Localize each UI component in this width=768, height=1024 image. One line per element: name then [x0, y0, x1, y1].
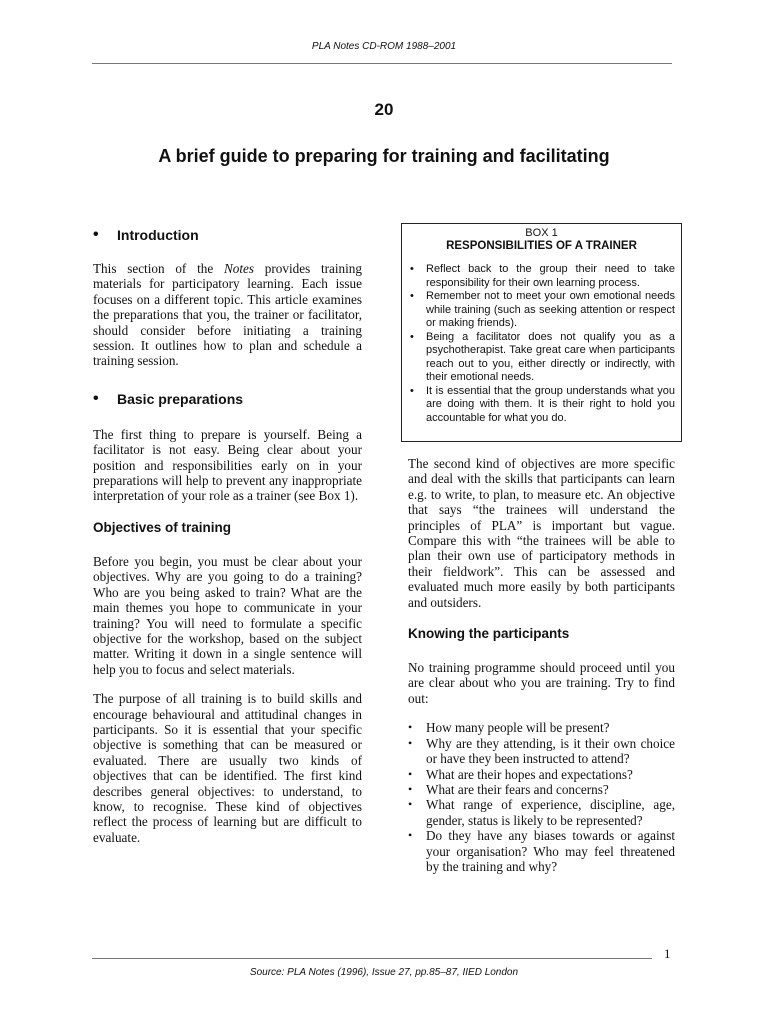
section-heading-introduction	[93, 226, 362, 244]
bullet-icon: •	[408, 781, 413, 796]
bullet-icon: •	[410, 384, 414, 397]
box-item-text: Being a facilitator does not qualify you as a psychotherapist. Take great care when participants reach out to you, either directly or indirectly, with their emotional needs.	[426, 330, 675, 383]
header-rule	[92, 63, 672, 64]
left-column	[93, 226, 362, 845]
box-item-text: Remember not to meet your own emotional needs while training (such as seeking attention or respect or making friends).	[426, 290, 675, 329]
box-responsibilities-of-trainer	[401, 223, 682, 442]
introduction-paragraph	[93, 261, 362, 369]
bullet-icon: •	[410, 330, 414, 343]
question-text: How many people will be present?	[426, 720, 610, 736]
list-item	[408, 767, 675, 782]
bullet-icon: •	[93, 226, 99, 243]
bullet-icon: •	[93, 389, 99, 407]
intro-text-end: provides training materials for participatory learning. Each issue focuses on a different topic. This article examines the preparations that you, the trainer or facilitator, should consider before initiating a training session. It outlines how to plan and schedule a training session.	[93, 261, 362, 369]
box-list-item	[408, 290, 675, 331]
box-list-item	[408, 263, 675, 290]
right-column	[408, 456, 675, 874]
list-item	[408, 782, 675, 797]
bullet-icon: •	[408, 720, 413, 735]
heading-text: Introduction	[117, 227, 199, 243]
question-text: What are their fears and concerns?	[426, 781, 609, 797]
intro-notes-italic: Notes	[223, 261, 255, 276]
question-text: Do they have any biases towards or against your organisation? Who may feel threatened by the training and why?	[426, 828, 675, 874]
bullet-icon: •	[408, 828, 413, 843]
box-item-text: Reflect back to the group their need to take responsibility for their own learning process.	[426, 263, 675, 289]
list-item	[408, 736, 675, 767]
box-list-item	[408, 385, 675, 426]
bullet-icon: •	[408, 766, 413, 781]
objectives-paragraph-1: Before you begin, you must be clear about your objectives. Why are you going to do a training? Who are you being asked to train? What are the main themes you hope to communicate in your training? You will need to formulate a specific objective for the workshop, based on the subject matter. Writing it down in a single sentence will help you to focus and select materials.	[93, 553, 362, 677]
bullet-icon: •	[408, 735, 413, 750]
page-title: A brief guide to preparing for training and facilitating	[158, 146, 610, 166]
objectives-paragraph-3: The second kind of objectives are more specific and deal with the skills that participants can learn e.g. to write, to plan, to measure etc. An objective that says “the trainees will understand the principles of PLA” is important but vague. Compare this with “the trainees will be able to plan their own use of participatory methods in their fieldwork”. This can be assessed and evaluated much more easily by both participants and outsiders.	[408, 456, 675, 610]
box-title: RESPONSIBILITIES OF A TRAINER	[446, 240, 637, 252]
bullet-icon: •	[408, 797, 413, 812]
question-text: What range of experience, discipline, age, gender, status is likely to be represented?	[426, 797, 675, 828]
page-number: 1	[664, 946, 671, 961]
section-heading-basic-preparations	[93, 390, 362, 408]
participants-question-list	[408, 720, 675, 874]
box-list-item	[408, 331, 675, 385]
box-item-text: It is essential that the group understands what you are doing with them. It is their right to hold you accountable for what you do.	[426, 384, 675, 424]
objectives-paragraph-2: The purpose of all training is to build skills and encourage behavioural and attitudinal changes in participants. So it is essential that your specific objective is something that can be measured or evaluated. There are usually two kinds of objectives that can be identified. The first kind describes general objectives: to understand, to know, to recognise. These kind of objectives reflect the process of learning but are difficult to evaluate.	[93, 691, 362, 845]
question-text: What are their hopes and expectations?	[426, 766, 633, 782]
intro-text-start: This section of the	[93, 261, 224, 276]
box-label: BOX 1	[525, 227, 558, 239]
running-header: PLA Notes CD-ROM 1988–2001	[311, 41, 457, 52]
subheading-knowing-participants: Knowing the participants	[408, 626, 570, 642]
list-item	[408, 828, 675, 874]
bullet-icon: •	[410, 263, 414, 275]
list-item	[408, 720, 675, 735]
heading-text: Basic preparations	[117, 390, 244, 407]
question-text: Why are they attending, is it their own choice or have they been instructed to attend?	[426, 735, 675, 767]
source-citation: Source: PLA Notes (1996), Issue 27, pp.85–87, IIED London	[249, 967, 519, 978]
participants-intro-paragraph: No training programme should proceed until you are clear about who you are training. Try to find out:	[408, 660, 675, 706]
footer-rule	[92, 958, 652, 959]
box-list	[408, 263, 675, 425]
basic-preparations-paragraph: The first thing to prepare is yourself. Being a facilitator is not easy. Being clear about your position and responsibilities early on in your preparations will help to prevent any inappropriate interpretation of your role as a trainer (see Box 1).	[93, 426, 362, 504]
chapter-number: 20	[374, 100, 394, 119]
list-item	[408, 797, 675, 828]
subheading-objectives: Objectives of training	[93, 519, 232, 535]
bullet-icon: •	[410, 290, 414, 302]
